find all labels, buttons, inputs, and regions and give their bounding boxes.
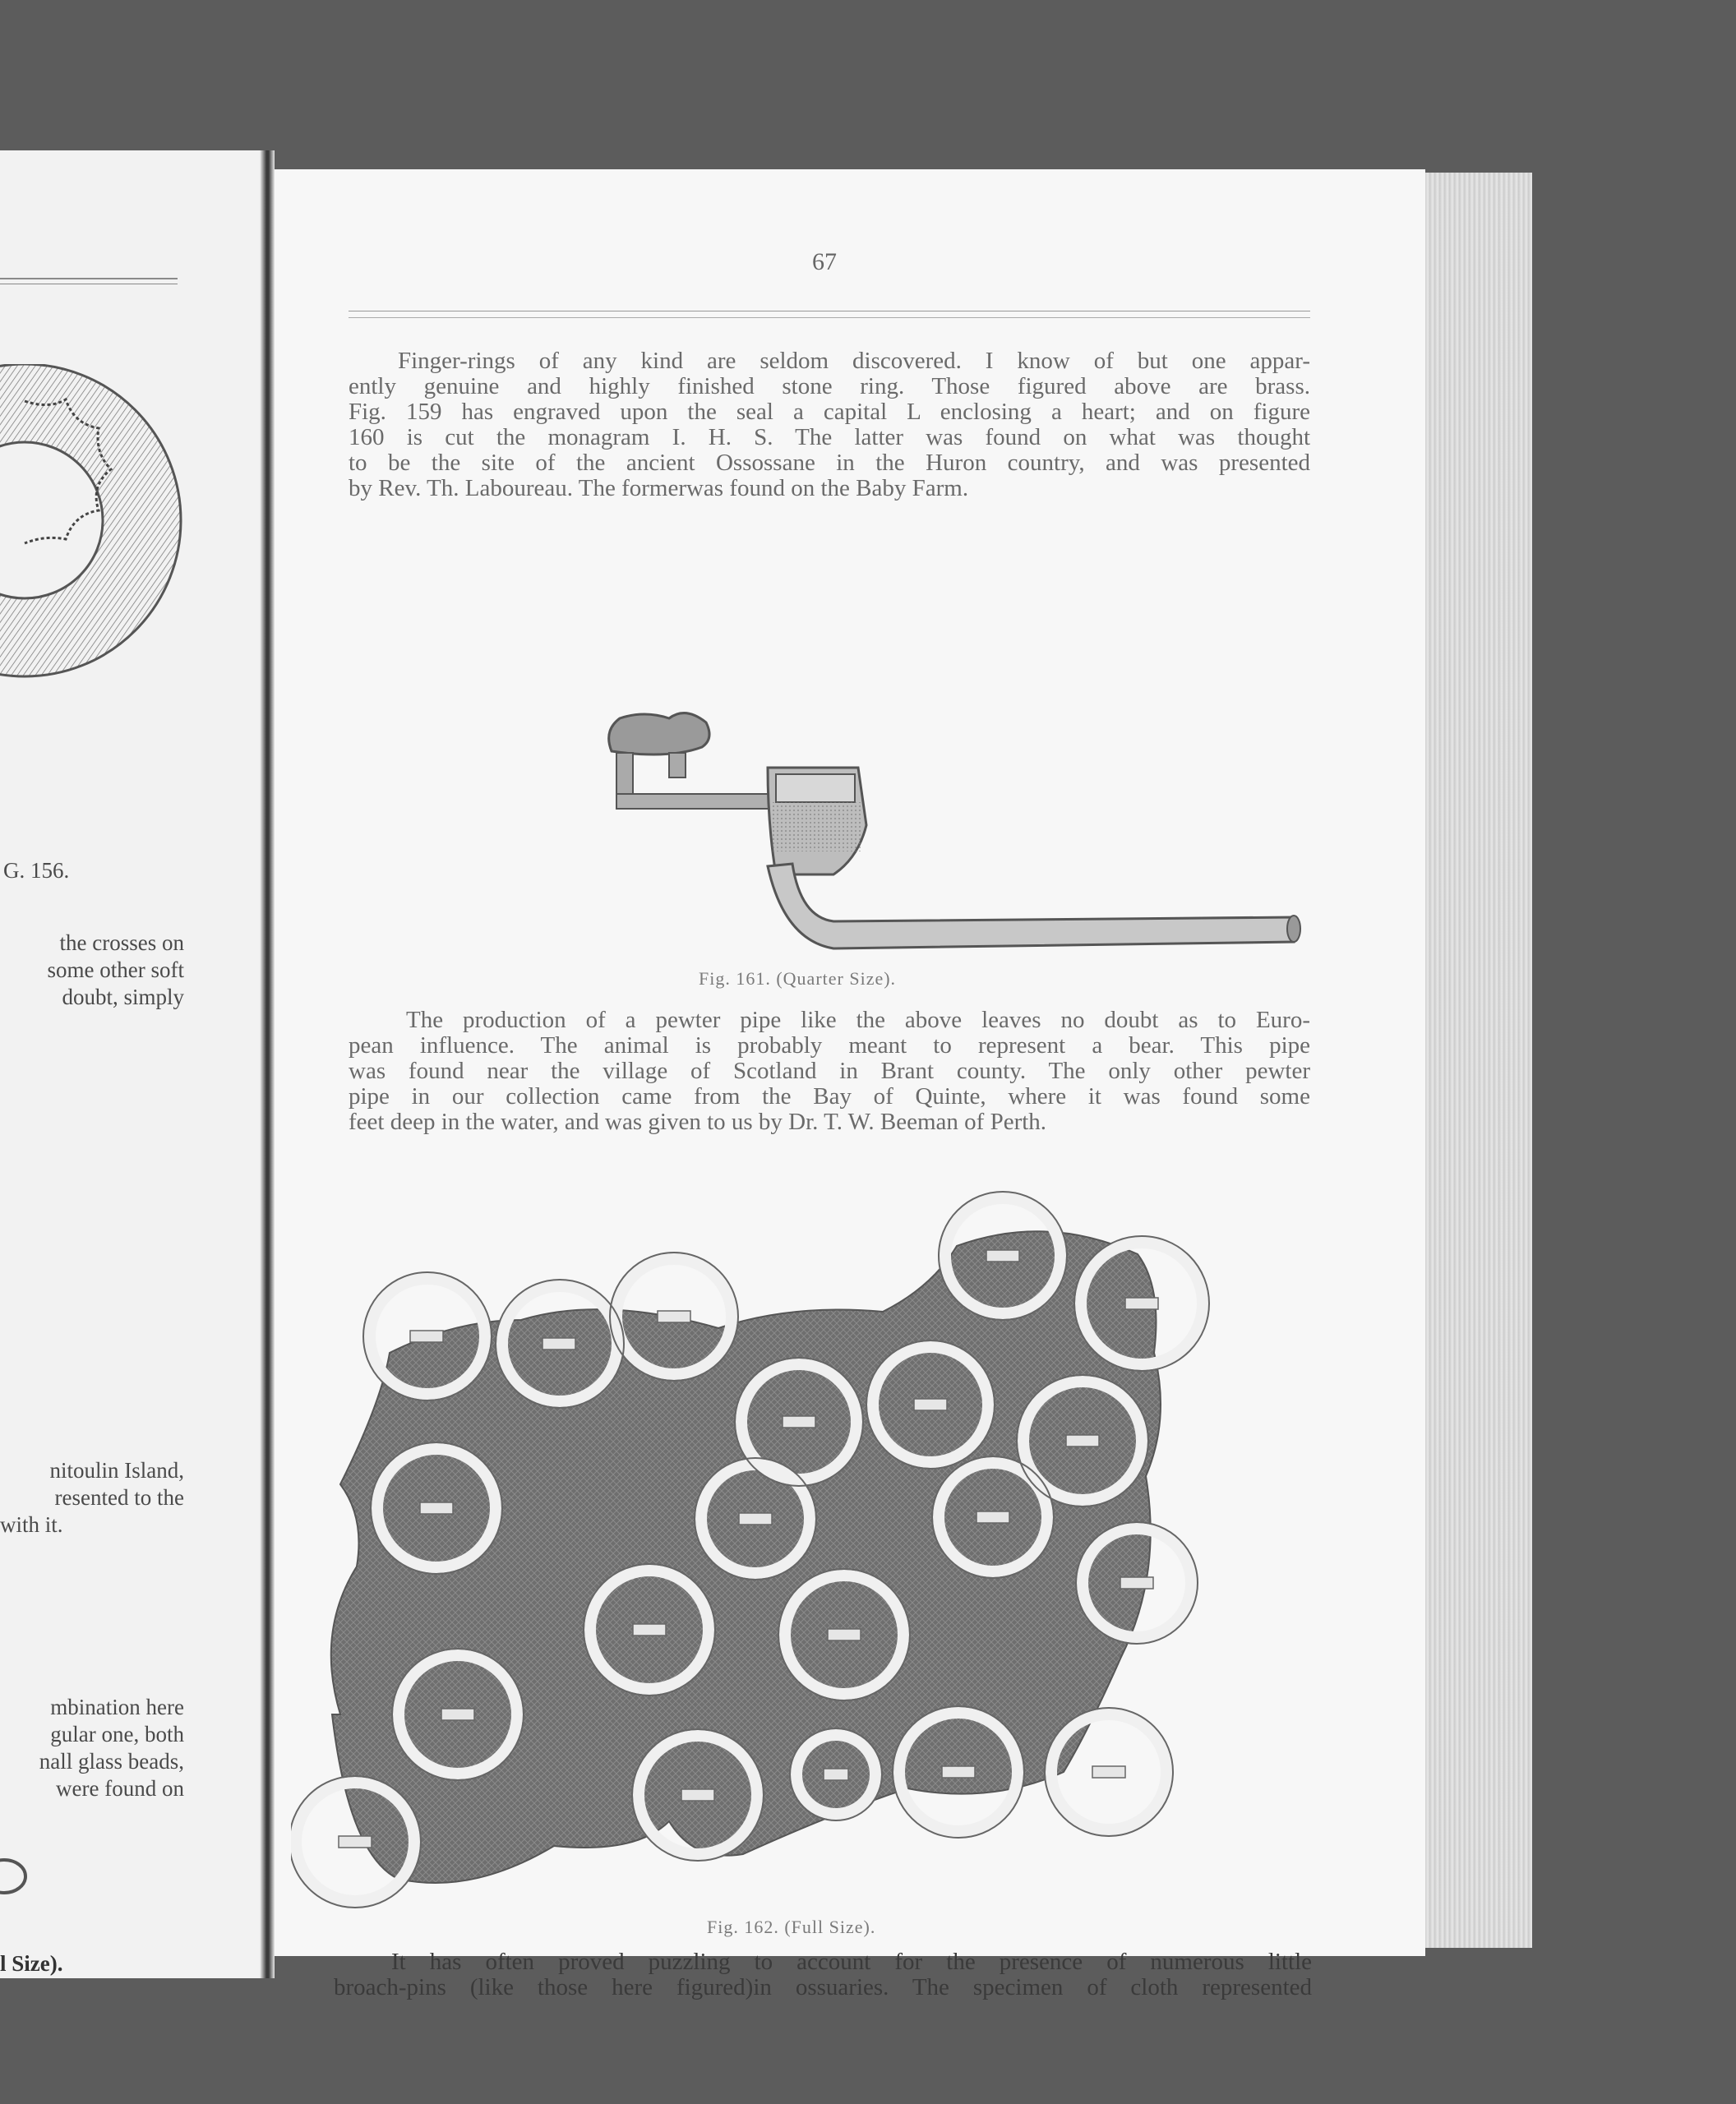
right-page xyxy=(275,169,1425,2000)
fig161-pewter-pipe-illustration xyxy=(538,562,1401,973)
p1-line6: by Rev. Th. Laboureau. The formerwas found on the Baby Farm. xyxy=(349,475,969,501)
header-rule-bottom xyxy=(349,317,1310,318)
left-para1-line1: the crosses on xyxy=(59,930,184,955)
left-size-label: l Size). xyxy=(0,1951,63,1976)
left-para3-line4: were found on xyxy=(56,1776,184,1801)
fig162-caption: Fig. 162. (Full Size). xyxy=(707,1917,876,1937)
p1-line1: Finger-rings of any kind are seldom discovered. I know of but one appar- xyxy=(398,348,1310,374)
left-para2-line3: with it. xyxy=(0,1512,63,1537)
p1-line3: Fig. 159 has engraved upon the seal a capital L enclosing a heart; and on figure xyxy=(349,399,1310,425)
fig156-ring-illustration xyxy=(0,364,197,693)
paragraph-broach-pins xyxy=(334,1949,1312,2000)
p2-line5: feet deep in the water, and was given to us by Dr. T. W. Beeman of Perth. xyxy=(349,1109,1047,1135)
p3-line1: It has often proved puzzling to account for the presence of numerous little xyxy=(391,1949,1312,1975)
left-para3-line1: mbination here xyxy=(50,1695,184,1719)
left-para2-line2: resented to the xyxy=(54,1485,184,1510)
small-ring-fragment-illustration xyxy=(0,1852,33,1901)
page-number: 67 xyxy=(812,248,837,275)
fig162-cloth-broach-pins-illustration xyxy=(291,1172,1392,1928)
book-gutter xyxy=(260,150,275,1978)
paragraph-finger-rings xyxy=(349,348,1310,501)
p2-line1: The production of a pewter pipe like the above leaves no doubt as to Euro- xyxy=(406,1007,1310,1033)
book-page-edges xyxy=(1425,173,1532,1948)
left-para3-line2: gular one, both xyxy=(50,1722,184,1746)
left-para1-line2: some other soft xyxy=(47,957,184,982)
left-page xyxy=(0,150,260,1978)
p3-line2: broach-pins (like those here figured)in ossuaries. The specimen of cloth represented xyxy=(334,1974,1312,2000)
paragraph-pewter-pipe xyxy=(349,1008,1310,1135)
p2-line4: pipe in our collection came from the Bay of Quinte, where it was found some xyxy=(349,1083,1310,1110)
left-header-rule xyxy=(0,278,178,279)
p2-line2: pean influence. The animal is probably meant to represent a bear. This pipe xyxy=(349,1032,1310,1059)
p1-line4: 160 is cut the monagram I. H. S. The latter was found on what was thought xyxy=(349,424,1310,450)
fig161-caption: Fig. 161. (Quarter Size). xyxy=(699,968,897,989)
left-para2-line1: nitoulin Island, xyxy=(49,1458,184,1483)
p1-line5: to be the site of the ancient Ossossane in the Huron country, and was presented xyxy=(349,450,1310,476)
p2-line3: was found near the village of Scotland in Brant county. The only other pewter xyxy=(349,1058,1310,1084)
left-fig-label: G. 156. xyxy=(3,858,70,883)
left-para3-line3: nall glass beads, xyxy=(39,1749,184,1774)
left-para1-line3: doubt, simply xyxy=(62,985,184,1009)
p1-line2: ently genuine and highly finished stone ring. Those figured above are brass. xyxy=(349,373,1310,399)
